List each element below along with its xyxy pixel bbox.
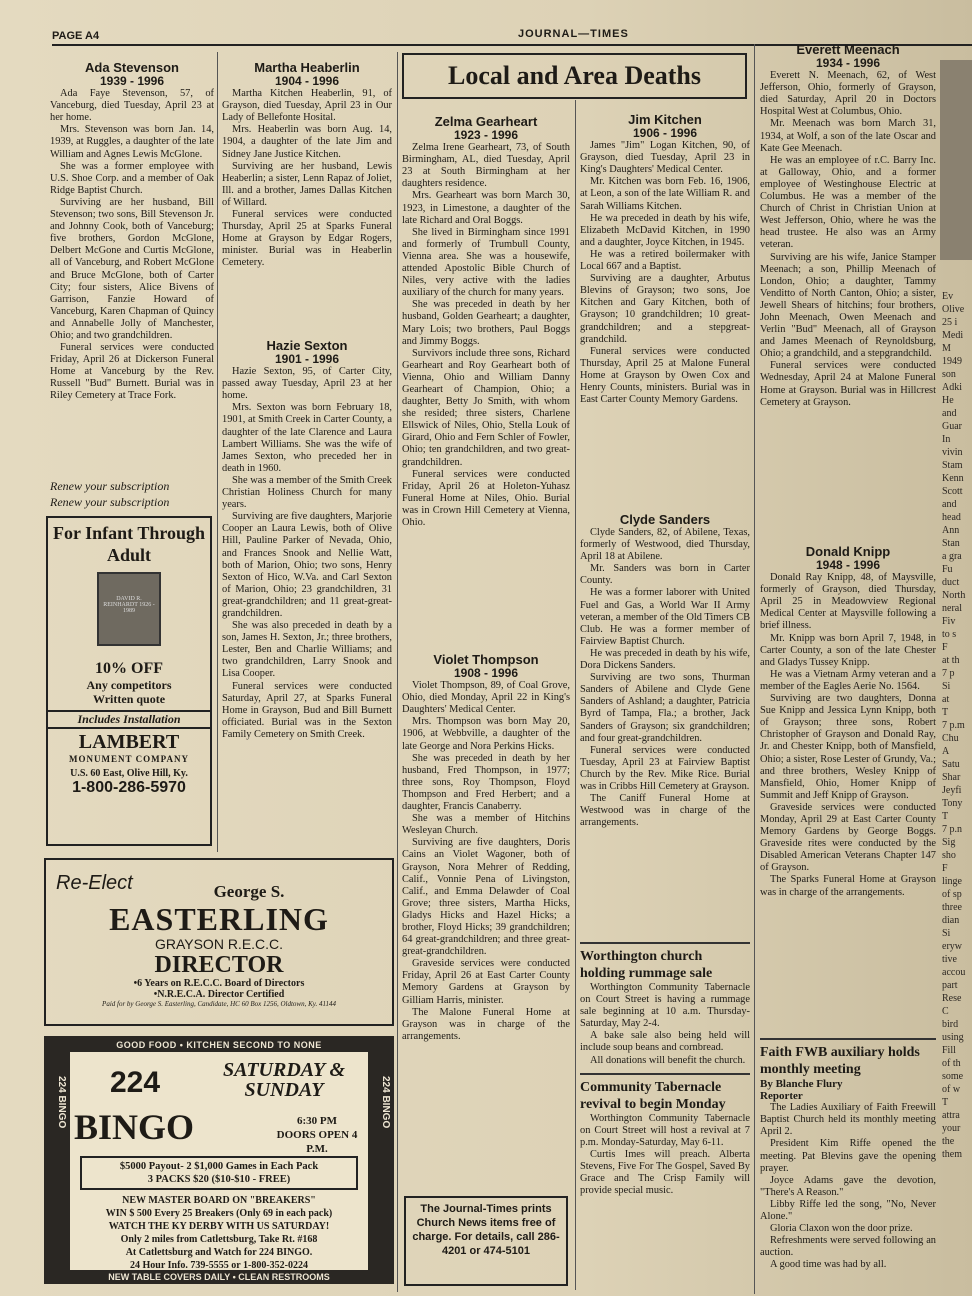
edge-fragment: Jeyfi <box>942 785 962 796</box>
bingo-ad <box>44 1036 394 1284</box>
obit-paragraph: Surviving are two sons, Thurman Sanders of Abilene and Clyde Gene Sanders of Ashland; a daughter, Patricia Byrd of Tampa, Fla.; a brother, Jack Sanders of Grayson; six grandchildren; and four great-grandchildren. <box>580 672 750 744</box>
article-paragraph: A bake sale also being held will include soup beans and cornbread. <box>580 1030 750 1054</box>
bingo-packs: 3 PACKS $20 ($10-$10 - FREE) <box>147 1174 291 1185</box>
obit-paragraph: Everett N. Meenach, 62, of West Jefferson, Ohio, formerly of Grayson, died Saturday, April 20 in Doctors Hospital West at Columbus, Ohio. <box>760 70 936 118</box>
ad-line: Any competitors <box>86 678 172 692</box>
obit-column-4a <box>580 108 750 506</box>
edge-fragment: Fu <box>942 564 953 575</box>
article-body <box>760 1102 936 1271</box>
obit-paragraph: She was a member of the Smith Creek Christian Holiness Church for many years. <box>222 474 392 511</box>
obit-paragraph: She lived in Birmingham since 1991 and formerly of Trumbull County, Vienna area. She was a housewife, attended Apostolic Bible Church of Niles, very active with the ladies auxiliary of the church for many years. <box>402 226 570 299</box>
article-title: Faith FWB auxiliary holds monthly meeting <box>760 1045 920 1077</box>
obit-years: 1906 - 1996 <box>632 126 698 140</box>
edge-fragment: C <box>942 1006 949 1017</box>
edge-fragment: Olive <box>942 304 965 315</box>
obit-name: Donald Knipp <box>805 544 891 559</box>
edge-fragment: Ev <box>942 291 954 302</box>
edge-fragment: Si <box>942 928 951 939</box>
divider <box>760 1038 936 1040</box>
obit-paragraph: Funeral services were conducted Friday, April 26 at Dickerson Funeral Home at Vanceburg by the Rev. Russell "Bud" Burnett. Burial was in Riley Cemetery at Trace Fork. <box>50 342 214 402</box>
obit-name: Violet Thompson <box>433 652 539 667</box>
edge-fragment: Fiv <box>942 616 956 627</box>
obituary <box>222 338 392 741</box>
article-paragraph: The Ladies Auxiliary of Faith Freewill Baptist Church held its monthly meeting April 2. <box>760 1102 936 1138</box>
obit-paragraph: The Malone Funeral Home at Grayson was in charge of the arrangements. <box>402 1006 570 1042</box>
edge-fragment: Rese <box>942 993 962 1004</box>
edge-fragment: them <box>942 1149 962 1160</box>
candidate-title: DIRECTOR <box>154 952 284 978</box>
obit-name: Zelma Gearheart <box>434 114 538 129</box>
column-rule <box>217 52 218 852</box>
article-paragraph: Joyce Adams gave the devotion, "There's A Reason." <box>760 1174 936 1198</box>
obit-paragraph: She was a former employee with U.S. Shoe Corp. and a member of Oak Ridge Baptist Church. <box>50 160 214 196</box>
obit-years: 1923 - 1996 <box>453 128 519 142</box>
obit-paragraph: Surviving are her husband, Bill Stevenson; two sons, Bill Stevenson Jr. and Johnny Cook, both of Vanceburg; five brothers, Gordon McGlone, Delbert McGone and Curtis McGlone, all of Vanceburg, and Robert McGlone and Bruce McGlone, both of Carter City; four sisters, Alice Bivens of Garrison, Fanzie Howard of Vanceburg, Karen Chapman of Quincy and Annabelle Jolly of Manchester, Ohio; and two grandchildren. <box>50 196 214 341</box>
edge-fragment: attra <box>942 1110 960 1121</box>
article-title: Worthington church holding rummage sale <box>580 949 713 981</box>
obit-paragraph: Graveside services were conducted Friday, April 26 at East Carter County Memory Gardens at Grayson by Gilliam Harris, minister. <box>402 958 570 1006</box>
ad-phone: 1-800-286-5970 <box>72 779 186 796</box>
obit-paragraph: Mr. Meenach was born March 31, 1934, at Wolf, a son of the late Oscar and Kate Gee Meenach. <box>760 118 936 154</box>
edge-fragment: He <box>942 395 954 406</box>
article-paragraph: Libby Riffe led the song, "No, Never Alone." <box>760 1198 936 1223</box>
edge-fragment: T <box>942 1097 949 1108</box>
obit-paragraph: He was a former laborer with United Fuel and Gas, a World War II Army veteran, a member of the Old Timers CB Club. He was a former member of Fairview Baptist Church. <box>580 587 750 647</box>
obit-paragraph: He wa preceded in death by his wife, Elizabeth McDavid Kitchen, in 1990 and a daughter, Joyce Kitchen, in 1945. <box>580 212 750 248</box>
obit-paragraph: Mr. Knipp was born April 7, 1948, in Carter County, a son of the late Chester and Gladys Tussey Knipp. <box>760 632 936 668</box>
edge-fragment: 7 p.m <box>942 720 965 731</box>
bingo-number: 224 <box>110 1066 161 1099</box>
obituary <box>580 512 750 829</box>
obituary <box>50 60 214 403</box>
edge-fragment: to s <box>942 629 957 640</box>
renew-line: Renew your subscription <box>50 479 170 493</box>
obit-column-4b <box>580 508 750 928</box>
obit-paragraph: Hazie Sexton, 95, of Carter City, passed away Tuesday, April 23 at her home. <box>222 366 392 402</box>
edge-fragment: Shar <box>942 772 961 783</box>
obit-paragraph: Funeral services were conducted Thursday, April 25 at Malone Funeral Home at Grayson by Owen Cox and Henry Counts, ministers. Burial was in East Carter County Memory Gardens. <box>580 345 750 406</box>
edge-fragment: son <box>942 369 956 380</box>
obit-paragraph: Surviving are his wife, Janice Stamper Meenach; a son, Phillip Meenach of London, Ohio; a daughter, Tammy Venditto of North Canton, Ohio; a sister, Jewell Shears of hitchins; four brothers, John Meenach, Owen Meenach and Verlin "Bud" Meenach, all of Grayson and James Meenach of Reynoldsburg, Ohio; a grandchild, and a stepgrandchild. <box>760 251 936 360</box>
obit-paragraph: Violet Thompson, 89, of Coal Grove, Ohio, died Monday, April 22 in King's Daughters' Medical Center. <box>402 680 570 716</box>
obit-paragraph: Surviving are two daughters, Donna Sue Knipp and Jessica Lynn Knipp, both of Grayson; three sons, Robert Christopher of Grayson and Donald Ray, Jr. and Chester Knipp, both of Mansfield, Ohio; a sister, Rose Lester of Grundy, Va.; and three brothers, Wesley Knipp of Mansfield, Ohio, Homer Knipp of Summit and Jeff Knipp of Grayson. <box>760 693 936 801</box>
bingo-line: 24 Hour Info. 739-5555 or 1-800-352-0224 <box>130 1260 308 1271</box>
bingo-top-bar: GOOD FOOD • KITCHEN SECOND TO NONE <box>116 1040 322 1050</box>
obit-paragraph: She was also preceded in death by a son, James H. Sexton, Jr.; three brothers, Lester, Ben and Charlie Williams; and two grandchildren, Larry Snook and Lisa Cooper. <box>222 620 392 680</box>
obit-paragraph: Survivors include three sons, Richard Gearheart and Roy Gearheart both of Vienna, Ohio and William Danny Gearheart of Champion, Ohio; a daughter, Betty Jo Smith, with whom she resided; three sisters, Charlene Ellswick of Niles, Ohio, Stella Louk of Girard, Ohio and Fern Schler of Fowler, Ohio; ten grandchildren, and two great-grandchildren. <box>402 347 570 468</box>
bingo-line: WATCH THE KY DERBY WITH US SATURDAY! <box>108 1221 330 1232</box>
headstone-image <box>97 572 161 646</box>
edge-fragment: three <box>942 902 962 913</box>
section-banner: Local and Area Deaths <box>402 53 747 99</box>
obit-paragraph: Zelma Irene Gearheart, 73, of South Birmingham, AL, died Tuesday, April 23 at South Birmingham at her daughters residence. <box>402 142 570 190</box>
obit-paragraph: Funeral services were conducted Saturday, April 27, at Sparks Funeral Home in Grayson, Bud and Bill Burnett officiated. Burial was in the Sexton Family Cemetery on Smith Creek. <box>222 680 392 740</box>
edge-fragment: and <box>942 408 957 419</box>
edge-fragment: sho <box>942 850 956 861</box>
article-paragraph: President Kim Riffe opened the meeting. Pat Blevins gave the opening prayer. <box>760 1138 936 1174</box>
edge-fragment: Ann <box>942 525 960 536</box>
edge-fragment: dian <box>942 915 960 926</box>
edge-fragment: part <box>942 980 958 991</box>
obituary <box>580 112 750 406</box>
obit-years: 1948 - 1996 <box>815 558 881 572</box>
bullet: •N.R.E.C.A. Director Certified <box>153 989 285 1000</box>
article-title: Community Tabernacle revival to begin Monday <box>580 1079 726 1112</box>
edge-fragment: of sp <box>942 889 962 900</box>
obituary <box>222 60 392 270</box>
obituary <box>760 42 936 409</box>
bingo-side-text: 224 BINGO <box>380 1076 391 1129</box>
obit-column-5a <box>760 38 936 536</box>
obit-paragraph: Funeral services were conducted Wednesday, April 24 at Malone Funeral Home at Grayson. Burial was in Hillcrest Cemetery at Grayson. <box>760 360 936 408</box>
obit-column-2b <box>222 334 392 852</box>
obit-column-3b <box>402 648 570 1188</box>
bingo-line: Only 2 miles from Catlettsburg, Take Rt. #168 <box>120 1234 318 1245</box>
obit-name: Everett Meenach <box>796 42 900 57</box>
obit-paragraph: Funeral services were conducted Thursday, April 25 at Sparks Funeral Home at Grayson by Edgar Rogers, minister. Burial was in Heaberlin Cemetery. <box>222 209 392 269</box>
obit-name: Clyde Sanders <box>619 512 711 527</box>
candidate-org: GRAYSON R.E.C.C. <box>154 936 284 952</box>
article-body <box>580 982 750 1067</box>
edge-fragment: F <box>942 863 948 874</box>
edge-fragment: F <box>942 642 948 653</box>
obit-name: Jim Kitchen <box>628 112 702 127</box>
edge-fragment: M <box>942 343 951 354</box>
edge-fragment: duct <box>942 577 960 588</box>
article-paragraph: Gloria Claxon won the door prize. <box>770 1223 913 1235</box>
edge-fragment: of w <box>942 1084 961 1095</box>
obit-name: Ada Stevenson <box>85 60 179 75</box>
headstone-inscription: DAVID R. REINHARDT 1926 - 1989 <box>103 596 155 614</box>
bingo-time <box>266 1114 368 1156</box>
edge-fragment: 7 p.n <box>942 824 962 835</box>
column-rule <box>575 100 576 1290</box>
obit-paragraph: Surviving are five daughters, Marjorie Cooper an Laura Lewis, both of Olive Hill, Pauline Parker of Nevada, Ohio, and Frances Snook and Nellie Watt, both of Marion, Ohio; two sons, Henry Sexton of Hico, W.Va. and Carl Sexton of Marion, Ohio; 23 grandchildren, 31 great-grandchildren; and 11 great-great-grandchildren. <box>222 511 392 619</box>
obit-paragraph: Mrs. Heaberlin was born Aug. 14, 1904, a daughter of the late Jim and Sidney Jane Justice Kitchen. <box>222 124 392 160</box>
edge-fragment: a gra <box>942 551 962 562</box>
obit-column-2a <box>222 56 392 326</box>
obit-paragraph: He was a Vietnam Army veteran and a member of the Eagles Aerie No. 1564. <box>760 668 936 692</box>
article-body <box>580 1113 750 1198</box>
obit-paragraph: The Caniff Funeral Home at Westwood was in charge of the arrangements. <box>580 793 750 829</box>
obit-years: 1934 - 1996 <box>815 56 881 70</box>
edge-fragment: 7 p <box>942 668 955 679</box>
obit-paragraph: Donald Ray Knipp, 48, of Maysville, formerly of Grayson, died Thursday, April 25 in Meadowview Regional Medical Center at Maysville following a brief illness. <box>760 572 936 632</box>
obit-paragraph: He was an employee of r.C. Barry Inc. at Galloway, Ohio, and a former employee of Westinghouse Electric at Columbus. He was a member of the Church of Christ in Christian Union at West Jefferson, Ohio, where he was the head trustee. He also was an Army veteran. <box>760 154 936 251</box>
candidate-first: George S. <box>213 882 285 901</box>
ad-company-sub: MONUMENT COMPANY <box>69 754 189 764</box>
divider <box>580 1073 750 1075</box>
edge-fragment: Kenn <box>942 473 964 484</box>
article-paragraph: Curtis Imes will preach. Alberta Stevens, Five For The Gospel, Saved By Grace and The Crisp Family will provide special music. <box>580 1148 750 1197</box>
obit-paragraph: Surviving are a daughter, Arbutus Blevins of Grayson; two sons, Joe Kitchen and Gary Kitchen, both of Grayson; 10 grandchildren; 10 great-grandchildren; and a stepgreat-grandchild. <box>580 273 750 345</box>
partial-photo <box>940 60 972 260</box>
obit-paragraph: Funeral services were conducted Tuesday, April 23 at Fairview Baptist Church by the Rev. Mike Rice. Burial was in Cribbs Hill Cemetery at Grayson. <box>580 744 750 792</box>
edge-fragment: accou <box>942 967 966 978</box>
edge-fragment: and <box>942 499 957 510</box>
edge-fragment: Stam <box>942 460 963 471</box>
edge-fragment: Si <box>942 681 951 692</box>
ad-line: Written quote <box>92 692 166 706</box>
obit-paragraph: He was preceded in death by his wife, Dora Dickens Sanders. <box>580 647 750 672</box>
article-byline: By Blanche Flury <box>760 1078 843 1090</box>
obit-years: 1904 - 1996 <box>274 74 340 88</box>
edge-fragment: linge <box>942 876 962 887</box>
article-paragraph: Worthington Community Tabernacle on Court Street is having a rummage sale beginning at 10 a.m. Thursday-Saturday, May 2-4. <box>580 982 750 1030</box>
obit-years: 1901 - 1996 <box>274 352 340 366</box>
edge-fragment: In <box>942 434 951 445</box>
ad-company: LAMBERT <box>78 731 180 753</box>
paid-for: Paid for by George S. Easterling, Candidate, HC 60 Box 1256, Oldtown, Ky. 41144 <box>102 1000 336 1008</box>
obit-paragraph: She was a member of Hitchins Wesleyan Church. <box>402 813 570 837</box>
obit-paragraph: He was a retired boilermaker with Local 667 and a Baptist. <box>580 248 750 273</box>
obit-paragraph: Mr. Kitchen was born Feb. 16, 1906, at Leon, a son of the late William R. and Sarah Williams Kitchen. <box>580 176 750 212</box>
edge-fragment: 25 i <box>942 317 958 328</box>
edge-fragment: Stan <box>942 538 960 549</box>
obit-paragraph: Mrs. Thompson was born May 20, 1906, at Webbville, a daughter of the late George and Nora Perkins Hicks. <box>402 716 570 752</box>
obituary <box>760 544 936 899</box>
edge-fragment: using <box>942 1032 964 1043</box>
obit-column-5b <box>760 540 936 1030</box>
candidate-last: EASTERLING <box>109 901 329 937</box>
obit-years: 1939 - 1996 <box>99 74 165 88</box>
edge-fragment: Sig <box>942 837 956 848</box>
bingo-line: NEW MASTER BOARD ON "BREAKERS" <box>122 1195 316 1206</box>
edge-fragment: Medi <box>942 330 964 341</box>
reelect-text: Re-Elect <box>56 872 133 894</box>
bingo-payout-box <box>80 1156 358 1190</box>
edge-fragment: Tony <box>942 798 963 809</box>
edge-fragment: vivin <box>942 447 963 458</box>
bingo-line: At Catlettsburg and Watch for 224 BINGO. <box>125 1247 313 1258</box>
renew-line: Renew your subscription <box>50 495 170 509</box>
obit-column-3a <box>402 110 570 640</box>
edge-fragment: T <box>942 707 949 718</box>
ad-address: U.S. 60 East, Olive Hill, Ky. <box>70 768 188 779</box>
edge-fragment: at th <box>942 655 960 666</box>
page-number: PAGE A4 <box>52 30 100 42</box>
edge-fragment: the <box>942 1136 955 1147</box>
article-paragraph: Worthington Community Tabernacle on Court Street will host a revival at 7 p.m. Monday-Saturday, May 6-11. <box>580 1112 750 1148</box>
edge-fragment: Scott <box>942 486 963 497</box>
obit-paragraph: Clyde Sanders, 82, of Abilene, Texas, formerly of Westwood, died Thursday, April 18 at Abilene. <box>580 527 750 563</box>
adjacent-page-edge <box>942 290 972 1290</box>
obit-name: Martha Heaberlin <box>254 60 360 75</box>
easterling-ad <box>44 858 394 1026</box>
bingo-lines <box>74 1194 364 1272</box>
bingo-payout: $5000 Payout- 2 $1,000 Games in Each Pack <box>119 1161 319 1172</box>
article-paragraph: Refreshments were served following an auction. <box>760 1235 936 1259</box>
edge-fragment: Chu <box>942 733 959 744</box>
obit-paragraph: Mrs. Stevenson was born Jan. 14, 1939, at Ruggles, a daughter of the late William and Agnes Lewis McGlone. <box>50 124 214 160</box>
ad-offer: 10% OFF <box>95 660 163 677</box>
bingo-panel <box>70 1052 368 1270</box>
ad-install: Includes Installation <box>48 710 210 729</box>
edge-fragment: of th <box>942 1058 961 1069</box>
edge-fragment: at <box>942 694 950 705</box>
edge-fragment: head <box>942 512 961 523</box>
obit-years: 1908 - 1996 <box>453 666 519 680</box>
obituary <box>402 114 570 529</box>
renew-notice <box>50 478 169 510</box>
article-paragraph: All donations will benefit the church. <box>590 1054 746 1066</box>
obit-paragraph: She was preceded in death by her husband, Fred Thompson, in 1977; three sons, Roy Thompson, Floyd Thompson and Fred Herbert; and a daughter, Francis Canaberry. <box>402 752 570 813</box>
bingo-line: WIN $ 500 Every 25 Breakers (Only 69 in each pack) <box>105 1208 333 1219</box>
edge-fragment: tive <box>942 954 957 965</box>
edge-fragment: your <box>942 1123 961 1134</box>
edge-fragment: eryw <box>942 941 962 952</box>
article-paragraph: A good time was had by all. <box>770 1259 887 1271</box>
bingo-bottom-bar: NEW TABLE COVERS DAILY • CLEAN RESTROOMS <box>108 1272 330 1282</box>
column-rule <box>397 52 398 1292</box>
bingo-start: 6:30 PM <box>296 1115 337 1127</box>
article-role: Reporter <box>760 1090 803 1103</box>
bingo-days: SATURDAY & SUNDAY <box>222 1059 346 1101</box>
bullet: •6 Years on R.E.C.C. Board of Directors <box>133 978 305 989</box>
obit-paragraph: Graveside services were conducted Monday, April 29 at East Carter County Memory Gardens by George Boggs. Graveside rites were conducted by the Disabled American Veterans Chapter 147 of Grayson. <box>760 801 936 874</box>
divider <box>580 942 750 944</box>
column-rule <box>754 44 755 1294</box>
obit-paragraph: The Sparks Funeral Home at Grayson was in charge of the arrangements. <box>760 874 936 898</box>
obit-paragraph: She was preceded in death by her husband, Golden Gearheart; a daughter, Mary Lois; two brothers, Paul Boggs and Jimmy Boggs. <box>402 299 570 347</box>
edge-fragment: Satu <box>942 759 960 770</box>
obit-paragraph: Ada Faye Stevenson, 57, of Vanceburg, died Tuesday, April 23 at her home. <box>50 88 214 124</box>
paper-name: JOURNAL—TIMES <box>518 28 629 40</box>
edge-fragment: Adki <box>942 382 962 393</box>
ad-headline: For Infant Through Adult <box>52 523 206 565</box>
obit-paragraph: Funeral services were conducted Friday, April 26 at Holeton-Yuhasz Funeral Home at Niles, Ohio. Burial was in Crown Hill Cemetery at Vienna, Ohio. <box>402 468 570 528</box>
edge-fragment: 1949 <box>942 356 962 367</box>
church-articles <box>580 936 750 1288</box>
bingo-word: BINGO <box>74 1107 195 1147</box>
edge-fragment: Guar <box>942 421 962 432</box>
obituary <box>402 652 570 1043</box>
obit-paragraph: Surviving are five daughters, Doris Cains an Violet Wagoner, both of Grayson, Nora Mehrer of Redding, Calif., Vonnie Pena of Livingston, Calif., and Emma Delawder of Coal Grove; three sisters, Martha Hicks, Gladys Hicks and Hazel Hicks; a brother, Floyd Hicks; 39 grandchildren; 64 great-grandchildren; and three great-great-grandchildren. <box>402 837 570 958</box>
edge-fragment: Fill <box>942 1045 956 1056</box>
bingo-doors: DOORS OPEN 4 P.M. <box>276 1129 358 1155</box>
edge-fragment: bird <box>942 1019 959 1030</box>
edge-fragment: A <box>942 746 950 757</box>
bingo-side-text: 224 BINGO <box>56 1076 67 1129</box>
obit-paragraph: Mrs. Sexton was born February 18, 1901, at Smith Creek in Carter County, a daughter of the late Clarence and Laura Lambert Williams. She was the wife of James Sexton, who preceded her in death in 1960. <box>222 402 392 474</box>
edge-fragment: North <box>942 590 966 601</box>
obit-paragraph: James "Jim" Logan Kitchen, 90, of Grayson, died Tuesday, April 23 in King's Daughters' Medical Center. <box>580 140 750 176</box>
edge-fragment: neral <box>942 603 962 614</box>
edge-fragment: T <box>942 811 949 822</box>
obit-paragraph: Mrs. Gearheart was born March 30, 1923, in Limestone, a daughter of the late Richard and Oral Boggs. <box>402 190 570 226</box>
obit-paragraph: Mr. Sanders was born in Carter County. <box>580 563 750 587</box>
faith-article <box>760 1032 936 1288</box>
obit-paragraph: Surviving are her husband, Lewis Heaberlin; a sister, Lenn Rapaz of Joliet, Ill. and a brother, James Dallas Kitchen of Willard. <box>222 160 392 208</box>
church-news-notice: The Journal-Times prints Church News items free of charge. For details, call 286-4201 or 474-5101 <box>404 1196 568 1286</box>
edge-fragment: some <box>942 1071 964 1082</box>
obit-name: Hazie Sexton <box>266 338 348 353</box>
obit-column-1 <box>50 56 214 466</box>
obit-paragraph: Martha Kitchen Heaberlin, 91, of Grayson, died Tuesday, April 23 in Our Lady of Bellefonte Hosital. <box>222 88 392 124</box>
lambert-monument-ad <box>46 516 212 846</box>
